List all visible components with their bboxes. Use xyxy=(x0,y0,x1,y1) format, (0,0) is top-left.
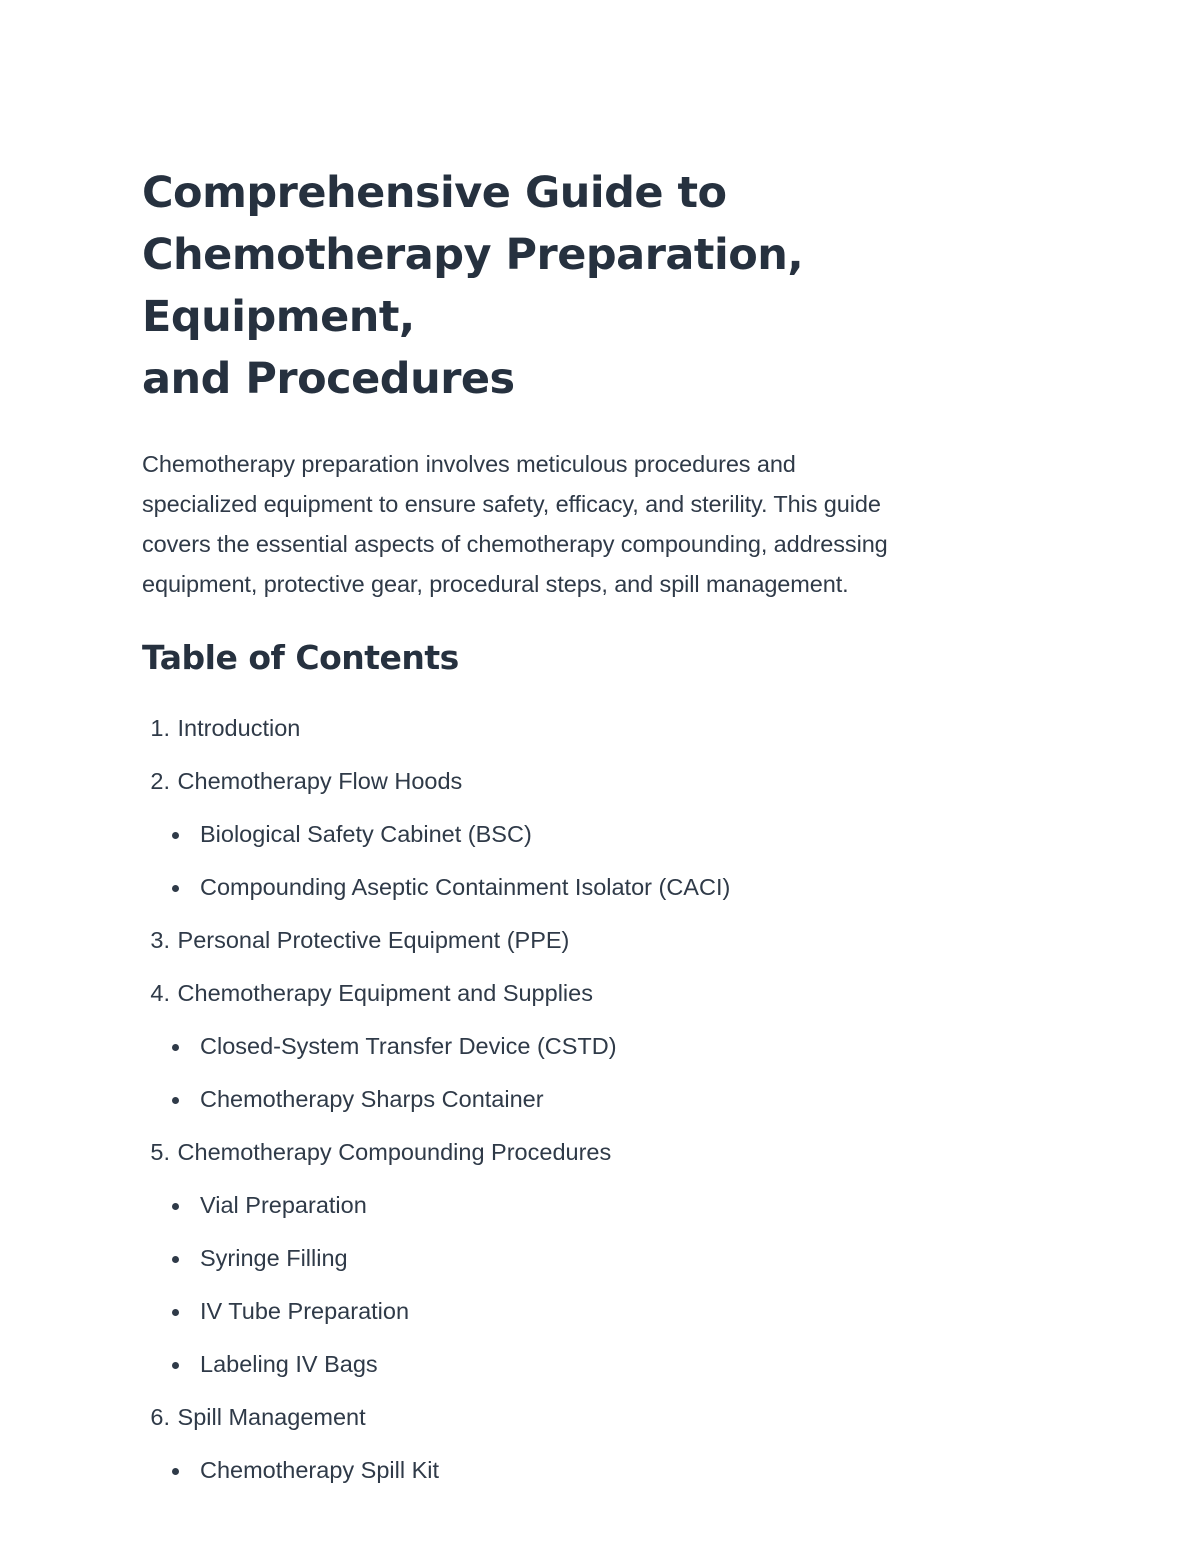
toc-sublist xyxy=(142,1020,1072,1126)
bullet-icon xyxy=(172,1468,179,1475)
toc-number: 4. xyxy=(150,980,170,1006)
bullet-icon xyxy=(172,1362,179,1369)
toc-sublist xyxy=(142,808,1072,914)
toc-item xyxy=(142,967,1072,1126)
toc-number: 5. xyxy=(150,1139,170,1165)
table-of-contents xyxy=(142,702,1072,1497)
toc-label: Chemotherapy Compounding Procedures xyxy=(177,1139,612,1165)
toc-subitem[interactable] xyxy=(142,1020,1072,1073)
toc-subitem[interactable] xyxy=(142,1179,1072,1232)
toc-entry[interactable] xyxy=(142,755,1072,808)
toc-subitem[interactable] xyxy=(142,808,1072,861)
toc-subitem[interactable] xyxy=(142,1338,1072,1391)
toc-subitem[interactable] xyxy=(142,1444,1072,1497)
document-page xyxy=(142,162,1072,1497)
toc-entry[interactable] xyxy=(142,1391,1072,1444)
toc-item xyxy=(142,914,1072,967)
toc-subitem-label: Compounding Aseptic Containment Isolator (CACI) xyxy=(200,874,731,900)
toc-number: 2. xyxy=(150,768,170,794)
toc-entry[interactable] xyxy=(142,702,1072,755)
toc-subitem[interactable] xyxy=(142,1232,1072,1285)
toc-subitem-label: Syringe Filling xyxy=(200,1245,348,1271)
toc-label: Chemotherapy Equipment and Supplies xyxy=(177,980,593,1006)
intro-line: equipment, protective gear, procedural steps, and spill management. xyxy=(142,571,849,597)
toc-number: 6. xyxy=(150,1404,170,1430)
toc-subitem-label: Biological Safety Cabinet (BSC) xyxy=(200,821,532,847)
document-title xyxy=(142,162,1072,410)
toc-subitem-label: Chemotherapy Sharps Container xyxy=(200,1086,544,1112)
toc-number: 1. xyxy=(150,715,170,741)
toc-label: Spill Management xyxy=(177,1404,366,1430)
toc-subitem[interactable] xyxy=(142,1285,1072,1338)
toc-item xyxy=(142,755,1072,914)
title-line: and Procedures xyxy=(142,354,515,404)
toc-entry[interactable] xyxy=(142,967,1072,1020)
toc-item xyxy=(142,1126,1072,1391)
bullet-icon xyxy=(172,1097,179,1104)
toc-subitem-label: Closed-System Transfer Device (CSTD) xyxy=(200,1033,617,1059)
toc-entry[interactable] xyxy=(142,1126,1072,1179)
toc-label: Chemotherapy Flow Hoods xyxy=(177,768,463,794)
toc-number: 3. xyxy=(150,927,170,953)
bullet-icon xyxy=(172,1309,179,1316)
intro-line: covers the essential aspects of chemotherapy compounding, addressing xyxy=(142,531,888,557)
toc-subitem-label: Chemotherapy Spill Kit xyxy=(200,1457,440,1483)
title-line: Chemotherapy Preparation, Equipment, xyxy=(142,230,804,342)
bullet-icon xyxy=(172,885,179,892)
bullet-icon xyxy=(172,1044,179,1051)
toc-subitem-label: Labeling IV Bags xyxy=(200,1351,378,1377)
title-line: Comprehensive Guide to xyxy=(142,168,727,218)
toc-subitem-label: Vial Preparation xyxy=(200,1192,367,1218)
bullet-icon xyxy=(172,1256,179,1263)
toc-subitem[interactable] xyxy=(142,861,1072,914)
toc-subitem-label: IV Tube Preparation xyxy=(200,1298,410,1324)
intro-paragraph xyxy=(142,444,1072,604)
bullet-icon xyxy=(172,832,179,839)
toc-item xyxy=(142,702,1072,755)
toc-sublist xyxy=(142,1179,1072,1391)
toc-label: Introduction xyxy=(177,715,301,741)
toc-item xyxy=(142,1391,1072,1497)
intro-line: specialized equipment to ensure safety, efficacy, and sterility. This guide xyxy=(142,491,881,517)
bullet-icon xyxy=(172,1203,179,1210)
toc-entry[interactable] xyxy=(142,914,1072,967)
toc-heading: Table of Contents xyxy=(142,638,459,677)
intro-line: Chemotherapy preparation involves meticulous procedures and xyxy=(142,451,796,477)
toc-subitem[interactable] xyxy=(142,1073,1072,1126)
toc-sublist xyxy=(142,1444,1072,1497)
toc-label: Personal Protective Equipment (PPE) xyxy=(177,927,570,953)
